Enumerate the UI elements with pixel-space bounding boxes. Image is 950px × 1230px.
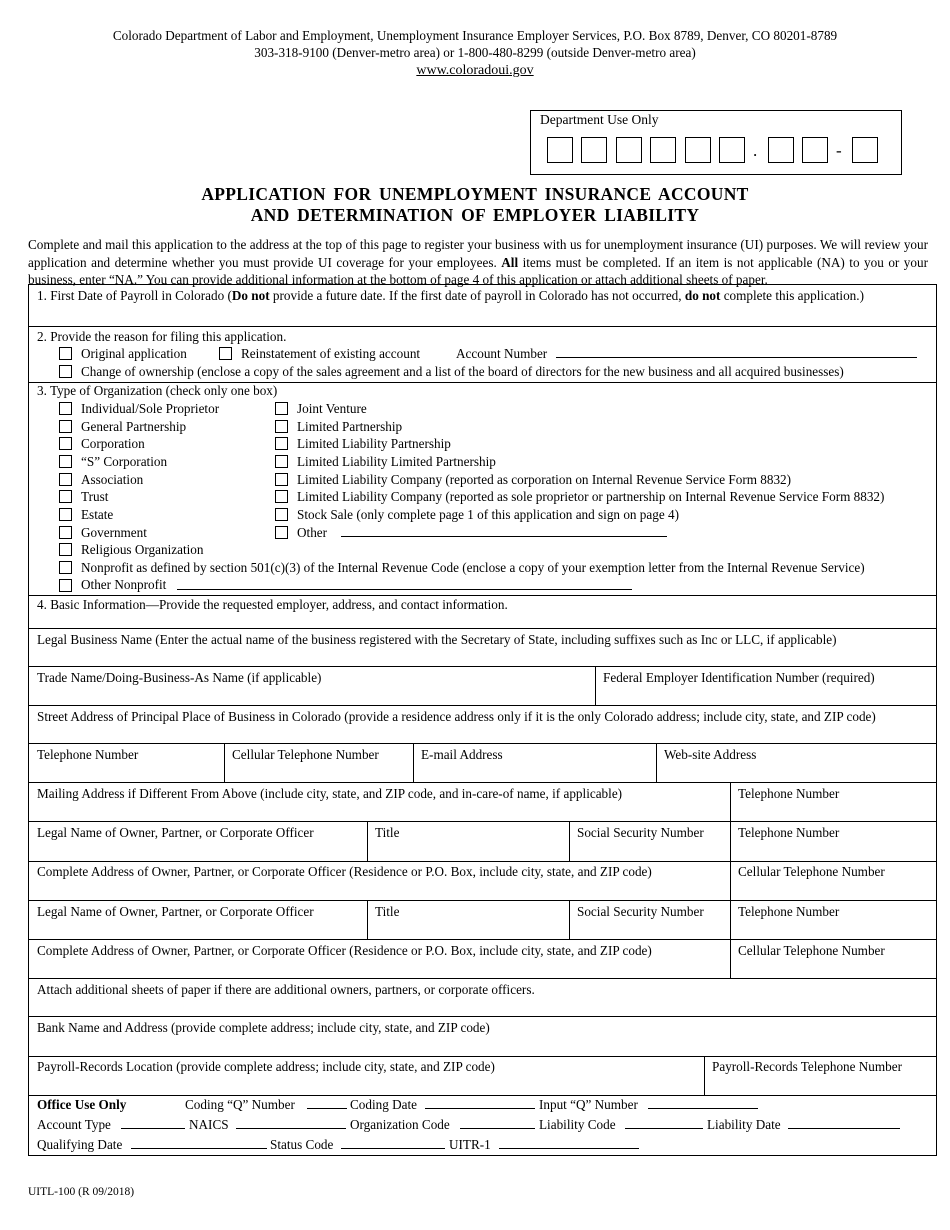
divider [595, 666, 596, 705]
other-nonprofit-label: Other Nonprofit [81, 577, 167, 592]
coding-date-field[interactable] [425, 1097, 535, 1109]
coding-q-number-field[interactable] [307, 1097, 347, 1109]
org-type-label: Limited Liability Company (reported as corporation on Internal Revenue Service Form 8832) [297, 472, 792, 487]
mailing-telephone-field[interactable]: Telephone Number [738, 786, 840, 801]
application-form [28, 284, 937, 1156]
coding-date-label: Coding Date [350, 1097, 418, 1112]
department-use-label: Department Use Only [540, 112, 659, 127]
divider [569, 821, 570, 861]
payroll-records-telephone-field[interactable]: Payroll-Records Telephone Number [712, 1059, 903, 1074]
owner1-ssn-field[interactable]: Social Security Number [577, 825, 704, 840]
email-field[interactable]: E-mail Address [421, 747, 503, 762]
account-number-label: Account Number [456, 346, 548, 361]
owner2-title-field[interactable]: Title [375, 904, 400, 919]
owner2-name-field[interactable]: Legal Name of Owner, Partner, or Corporate Officer [37, 904, 314, 919]
org-type-checkbox[interactable] [59, 490, 72, 503]
dept-digit-box[interactable] [719, 137, 745, 163]
divider [29, 628, 936, 629]
divider [29, 326, 936, 327]
divider [656, 743, 657, 782]
org-type-label: General Partnership [81, 419, 187, 434]
attach-sheets-note: Attach additional sheets of paper if there are additional owners, partners, or corporate officers. [37, 982, 535, 997]
uitr-field[interactable] [499, 1137, 639, 1149]
qualifying-date-label: Qualifying Date [37, 1137, 123, 1152]
divider [29, 743, 936, 744]
divider [29, 1016, 936, 1017]
input-q-number-label: Input “Q” Number [539, 1097, 638, 1112]
office-use-label: Office Use Only [37, 1097, 127, 1112]
owner2-telephone-field[interactable]: Telephone Number [738, 904, 840, 919]
fein-field[interactable]: Federal Employer Identification Number (required) [603, 670, 875, 685]
org-type-checkbox[interactable] [59, 473, 72, 486]
org-type-checkbox[interactable] [275, 526, 288, 539]
organization-code-label: Organization Code [350, 1117, 450, 1132]
divider [29, 978, 936, 979]
org-type-label: Limited Liability Partnership [297, 436, 451, 451]
coding-q-number-label: Coding “Q” Number [185, 1097, 295, 1112]
org-type-label: Limited Liability Limited Partnership [297, 454, 496, 469]
owner1-telephone-field[interactable]: Telephone Number [738, 825, 840, 840]
dept-dot-separator: . [753, 141, 758, 160]
org-type-checkbox[interactable] [59, 420, 72, 433]
divider [29, 861, 936, 862]
divider [29, 666, 936, 667]
input-q-number-field[interactable] [648, 1097, 758, 1109]
change-of-ownership-label: Change of ownership (enclose a copy of the sales agreement and a list of the board of directors for the new business and all acquired businesses) [81, 364, 844, 379]
owner1-title-field[interactable]: Title [375, 825, 400, 840]
liability-date-label: Liability Date [707, 1117, 781, 1132]
dept-digit-box[interactable] [768, 137, 794, 163]
org-type-label: Joint Venture [297, 401, 367, 416]
owner1-address-field[interactable]: Complete Address of Owner, Partner, or Corporate Officer (Residence or P.O. Box, include city, state, and ZIP code) [37, 864, 652, 879]
telephone-field[interactable]: Telephone Number [37, 747, 139, 762]
divider [29, 595, 936, 596]
account-type-field[interactable] [121, 1117, 185, 1129]
divider [29, 782, 936, 783]
divider [29, 939, 936, 940]
account-type-label: Account Type [37, 1117, 111, 1132]
dept-digit-box[interactable] [581, 137, 607, 163]
principal-street-address-field[interactable]: Street Address of Principal Place of Business in Colorado (provide a residence address only if it is the only Colorado address; include city, state, and ZIP code) [37, 709, 876, 724]
org-type-checkbox[interactable] [59, 508, 72, 521]
org-type-checkbox[interactable] [275, 420, 288, 433]
reinstatement-label: Reinstatement of existing account [241, 346, 421, 361]
website-field[interactable]: Web-site Address [664, 747, 757, 762]
org-type-label: Individual/Sole Proprietor [81, 401, 220, 416]
section1-first-payroll-date[interactable]: 1. First Date of Payroll in Colorado (Do not provide a future date. If the first date of payroll in Colorado has not occurred, do not complete this application.) [37, 288, 864, 303]
org-other-field[interactable] [341, 525, 667, 537]
form-title-line1: APPLICATION FOR UNEMPLOYMENT INSURANCE ACCOUNT [201, 184, 749, 204]
section3-heading: 3. Type of Organization (check only one box) [37, 383, 278, 398]
org-type-checkbox[interactable] [59, 543, 72, 556]
dept-digit-box[interactable] [650, 137, 676, 163]
divider [730, 782, 731, 978]
org-type-checkbox[interactable] [275, 473, 288, 486]
divider [569, 900, 570, 939]
account-number-field[interactable] [556, 346, 917, 358]
org-type-label: Other [297, 525, 328, 540]
org-type-checkbox[interactable] [275, 437, 288, 450]
org-type-checkbox[interactable] [275, 455, 288, 468]
divider [704, 1056, 705, 1095]
nonprofit-checkbox[interactable] [59, 561, 72, 574]
dept-digit-box[interactable] [852, 137, 878, 163]
organization-code-field[interactable] [460, 1117, 535, 1129]
org-type-label: Limited Liability Company (reported as sole proprietor or partnership on Internal Revenue Service Form 8832) [297, 489, 885, 504]
form-title [0, 184, 950, 226]
header-address: Colorado Department of Labor and Employment, Unemployment Insurance Employer Services, P.O. Box 8789, Denver, CO 80201-8789 [112, 28, 838, 43]
department-use-box [530, 110, 902, 175]
owner2-cell-field[interactable]: Cellular Telephone Number [738, 943, 885, 958]
intro-part2: items must be completed. If an item is not applicable (NA) to you or your business, enter “NA.” You can provide additional information at the bottom of page 4 of this application or attach additional sheets of paper. [28, 254, 928, 287]
other-nonprofit-checkbox[interactable] [59, 579, 72, 592]
org-type-checkbox[interactable] [59, 437, 72, 450]
status-code-label: Status Code [270, 1137, 334, 1152]
org-type-label: Limited Partnership [297, 419, 403, 434]
owner1-cell-field[interactable]: Cellular Telephone Number [738, 864, 885, 879]
header-website-row [0, 61, 950, 80]
org-type-label: “S” Corporation [81, 454, 168, 469]
intro-part1: Complete and mail this application to the address at the top of this page to register your business with us for unemployment insurance (UI) purposes. We will review your application and determine whether you must provide UI coverage for your employees. [28, 237, 928, 270]
divider [29, 705, 936, 706]
liability-code-field[interactable] [625, 1117, 703, 1129]
form-id: UITL-100 (R 09/2018) [28, 1186, 135, 1198]
org-type-label: Religious Organization [81, 542, 204, 557]
section4-heading: 4. Basic Information—Provide the requested employer, address, and contact information. [37, 597, 508, 612]
intro-bold: All [501, 254, 519, 270]
status-code-field[interactable] [341, 1137, 445, 1149]
header-website-link[interactable]: www.coloradoui.gov [416, 63, 534, 78]
org-type-label: Corporation [81, 436, 145, 451]
section2-heading: 2. Provide the reason for filing this application. [37, 329, 287, 344]
qualifying-date-field[interactable] [131, 1137, 267, 1149]
org-type-checkbox[interactable] [59, 526, 72, 539]
org-type-checkbox[interactable] [275, 402, 288, 415]
divider [29, 821, 936, 822]
liability-date-field[interactable] [788, 1117, 900, 1129]
owner1-name-field[interactable]: Legal Name of Owner, Partner, or Corporate Officer [37, 825, 314, 840]
dept-digit-box[interactable] [802, 137, 828, 163]
header-phones: 303-318-9100 (Denver-metro area) or 1-800-480-8299 (outside Denver-metro area) [254, 45, 696, 60]
original-application-label: Original application [81, 346, 187, 361]
liability-code-label: Liability Code [539, 1117, 616, 1132]
dept-dash-separator: - [836, 141, 842, 160]
change-of-ownership-checkbox[interactable] [59, 365, 72, 378]
owner2-ssn-field[interactable]: Social Security Number [577, 904, 704, 919]
naics-label: NAICS [189, 1117, 229, 1132]
dept-digit-box[interactable] [685, 137, 711, 163]
org-type-checkbox[interactable] [275, 508, 288, 521]
payroll-records-location-field[interactable]: Payroll-Records Location (provide complete address; include city, state, and ZIP code) [37, 1059, 495, 1074]
org-type-label: Stock Sale (only complete page 1 of this application and sign on page 4) [297, 507, 679, 522]
dept-digit-box[interactable] [616, 137, 642, 163]
divider [29, 1056, 936, 1057]
org-type-label: Trust [81, 489, 109, 504]
other-nonprofit-field[interactable] [177, 578, 632, 590]
divider [367, 821, 368, 861]
org-type-label: Association [81, 472, 144, 487]
bank-name-address-field[interactable]: Bank Name and Address (provide complete address; include city, state, and ZIP code) [37, 1020, 490, 1035]
uitr-label: UITR-1 [449, 1137, 491, 1152]
naics-field[interactable] [236, 1117, 346, 1129]
org-type-checkbox[interactable] [275, 490, 288, 503]
divider [413, 743, 414, 782]
owner2-address-field[interactable]: Complete Address of Owner, Partner, or Corporate Officer (Residence or P.O. Box, include city, state, and ZIP code) [37, 943, 652, 958]
divider [224, 743, 225, 782]
dept-digit-box[interactable] [547, 137, 573, 163]
cellular-field[interactable]: Cellular Telephone Number [232, 747, 379, 762]
legal-business-name-field[interactable]: Legal Business Name (Enter the actual name of the business registered with the Secretary of State, including suffixes such as Inc or LLC, if applicable) [37, 632, 837, 647]
original-application-checkbox[interactable] [59, 347, 72, 360]
org-type-checkbox[interactable] [59, 455, 72, 468]
org-type-label: Estate [81, 507, 114, 522]
trade-name-field[interactable]: Trade Name/Doing-Business-As Name (if applicable) [37, 670, 322, 685]
mailing-address-field[interactable]: Mailing Address if Different From Above (include city, state, and ZIP code, and in-care-of name, if applicable) [37, 786, 623, 801]
nonprofit-label: Nonprofit as defined by section 501(c)(3) of the Internal Revenue Code (enclose a copy of your exemption letter from the Internal Revenue Service) [81, 560, 865, 575]
divider [367, 900, 368, 939]
form-title-line2: AND DETERMINATION OF EMPLOYER LIABILITY [250, 205, 700, 225]
divider [29, 900, 936, 901]
divider [29, 1095, 936, 1096]
org-type-label: Government [81, 525, 147, 540]
reinstatement-checkbox[interactable] [219, 347, 232, 360]
intro-paragraph [28, 236, 928, 289]
org-type-checkbox[interactable] [59, 402, 72, 415]
